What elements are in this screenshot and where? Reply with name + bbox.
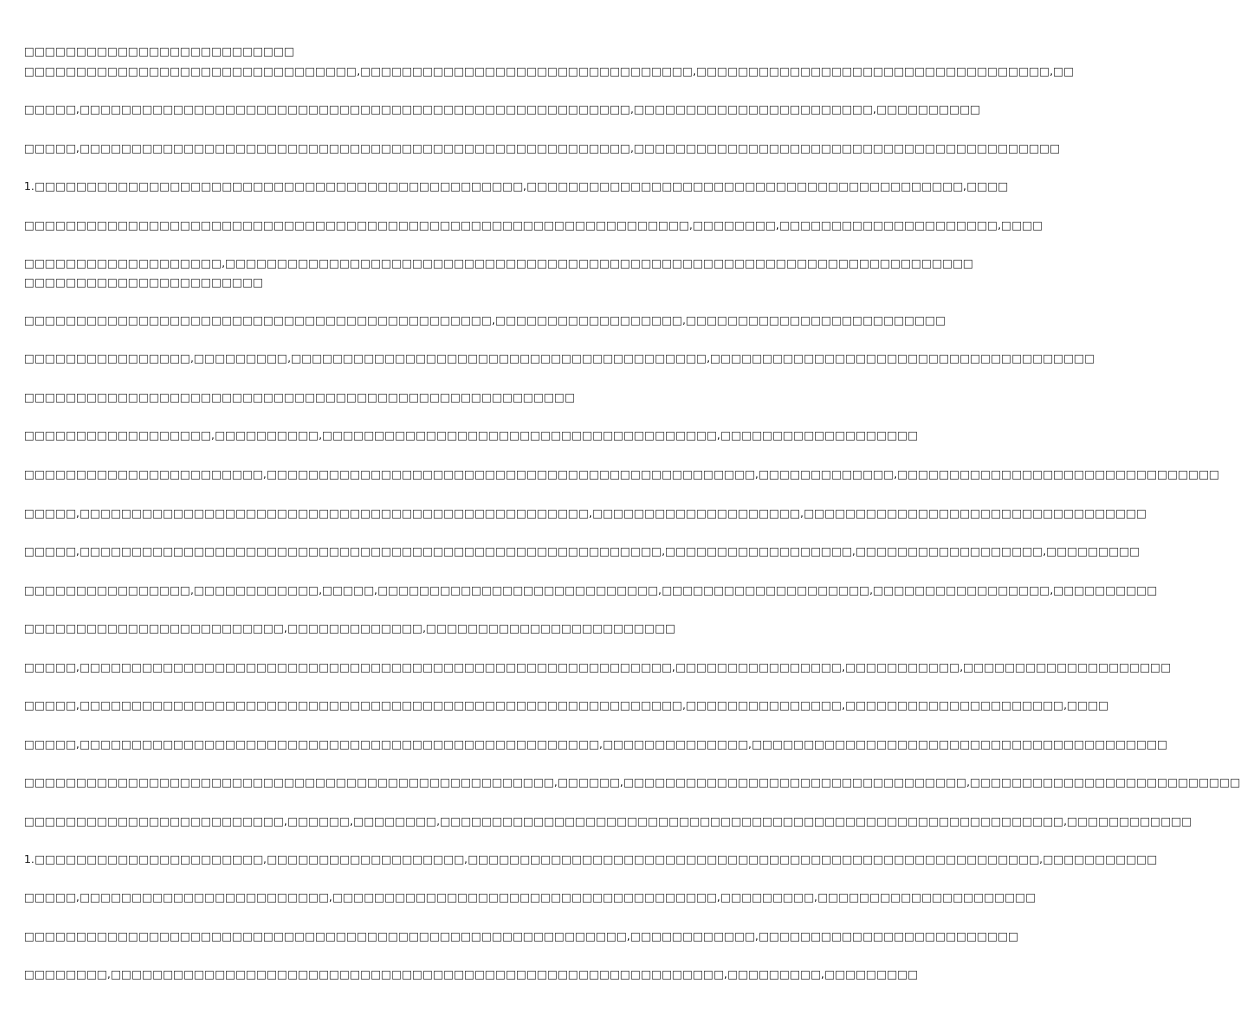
text-line: □□□□□□□□□□□□□□□□,□□□□□□□□□□□□,□□□□□,□□□□□□□□□□□□□□□□□□□□□□□□□□□,□□□□□□□□□□□□□□□□□□□□,□□□□□□□□□□□□□□□□□,□□□□□□□□□□ [24, 584, 1158, 597]
text-line: □□□□□□□□□□□□□□□□□□□,□□□□□□□□□□□□□□□□□□□□□□□□□□□□□□□□□□□□□□□□□□□□□□□□□□□□□□□□□□□□□□□□□□□□□□□□ [24, 257, 974, 270]
text-line: □□□□□,□□□□□□□□□□□□□□□□□□□□□□□□□□□□□□□□□□□□□□□□□□□□□□□□□,□□□□□□□□□□□□□□□□□□□□,□□□□□□□□□□□□□□□□□□□□□□□□□□□□□□□□□ [24, 507, 1147, 520]
text-line: □□□□□,□□□□□□□□□□□□□□□□□□□□□□□□□□□□□□□□□□□□□□□□□□□□□□□□□□,□□□□□□□□□□□□□□,□□□□□□□□□□□□□□□□□□□□□□□□□□□□□□□□□□□□□□□□ [24, 738, 1168, 751]
text-line: □□□□□□□□□□□□□□□□□□□□□□□□□□□□□□□□□□□□□□□□□□□□□□□□□□□,□□□□□□,□□□□□□□□□□□□□□□□□□□□□□□□□□□□□□□□□,□□□□□□□□□□□□□□□□□□□□□□□□□□ [24, 776, 1240, 789]
text-line: □□□□□□□□□□□□□□□□□□□□□□□□□□□□□□□□□□□□□□□□□□□□□□□□□□□□□ [24, 391, 575, 404]
text-line: □□□□□□□□□□□□□□□□□□□□□□□□□□□□□□□□□□□□□□□□□□□□□□□□□□□□□□□□□□,□□□□□□□□□□□□,□□□□□□□□□□□□□□□□□□□□□□□□□ [24, 930, 1019, 943]
text-line: □□□□□□□□□□□□□□□□□□□□□□□,□□□□□□□□□□□□□□□□□□□□□□□□□□□□□□□□□□□□□□□□□□□□□□□,□□□□□□□□□□□□□,□□□□□□□□□□□□□□□□□□□□□□□□□□□□□□□ [24, 468, 1220, 481]
text-line: □□□□□,□□□□□□□□□□□□□□□□□□□□□□□□,□□□□□□□□□□□□□□□□□□□□□□□□□□□□□□□□□□□□□,□□□□□□□□□,□□□□□□□□□□□□□□□□□□□□□ [24, 891, 1036, 904]
text-line: □□□□□□□□□□□□□□□□□□□□□□□□□□□□□□□□□□□□□□□□□□□□□,□□□□□□□□□□□□□□□□□□,□□□□□□□□□□□□□□□□□□□□□□□□□ [24, 314, 946, 327]
text-line: □□□□□,□□□□□□□□□□□□□□□□□□□□□□□□□□□□□□□□□□□□□□□□□□□□□□□□□□□□□,□□□□□□□□□□□□□□□□□□□□□□□,□□□□□□□□□□ [24, 103, 981, 116]
text-line: □□□□□□□□□□□□□□□□□□□□□□□□□□□□□□□□,□□□□□□□□□□□□□□□□□□□□□□□□□□□□□□□□,□□□□□□□□□□□□□□□□□□□□□□□□□□□□□□□□□□,□□ [24, 65, 1074, 78]
text-line: □□□□□□□□□□□□□□□□□□,□□□□□□□□□□,□□□□□□□□□□□□□□□□□□□□□□□□□□□□□□□□□□□□□□,□□□□□□□□□□□□□□□□□□□ [24, 429, 918, 442]
text-line: □□□□□,□□□□□□□□□□□□□□□□□□□□□□□□□□□□□□□□□□□□□□□□□□□□□□□□□□□□□□□□,□□□□□□□□□□□□□□□□□□,□□□□□□□□□□□□□□□□□□,□□□□□□□□□ [24, 545, 1140, 558]
text-line: □□□□□,□□□□□□□□□□□□□□□□□□□□□□□□□□□□□□□□□□□□□□□□□□□□□□□□□□□□□,□□□□□□□□□□□□□□□□□□□□□□□□□□□□□□□□□□□□□□□□□ [24, 142, 1060, 155]
text-line: □□□□□□□□□□□□□□□□□□□□□□□□□□□□□□□□□□□□□□□□□□□□□□□□□□□□□□□□□□□□□□□□,□□□□□□□□,□□□□□□□□□□□□□□□□□□□□□,□□□□ [24, 219, 1043, 232]
text-line: □□□□□□□□□□□□□□□□□□□□□□□□□□ [24, 45, 295, 58]
text-line: 1.□□□□□□□□□□□□□□□□□□□□□□,□□□□□□□□□□□□□□□□□□□,□□□□□□□□□□□□□□□□□□□□□□□□□□□□□□□□□□□□□□□□□□□□□□□□□□□□□□□,□□□□□□□□□□□ [24, 853, 1158, 866]
text-line: □□□□□□□□□□□□□□□□,□□□□□□□□□,□□□□□□□□□□□□□□□□□□□□□□□□□□□□□□□□□□□□□□□□,□□□□□□□□□□□□□□□□□□□□□□□□□□□□□□□□□□□□□ [24, 352, 1095, 365]
text-line: □□□□□□□□□□□□□□□□□□□□□□□ [24, 276, 264, 289]
text-line: □□□□□,□□□□□□□□□□□□□□□□□□□□□□□□□□□□□□□□□□□□□□□□□□□□□□□□□□□□□□□□□□,□□□□□□□□□□□□□□□,□□□□□□□□□□□□□□□□□□□□□,□□□□ [24, 699, 1109, 712]
text-line: □□□□□□□□□□□□□□□□□□□□□□□□□,□□□□□□□□□□□□□,□□□□□□□□□□□□□□□□□□□□□□□□ [24, 622, 676, 635]
text-line: 1.□□□□□□□□□□□□□□□□□□□□□□□□□□□□□□□□□□□□□□□□□□□□□□□,□□□□□□□□□□□□□□□□□□□□□□□□□□□□□□□□□□□□□□□□□□,□□□□ [24, 180, 1009, 193]
text-line: □□□□□,□□□□□□□□□□□□□□□□□□□□□□□□□□□□□□□□□□□□□□□□□□□□□□□□□□□□□□□□□,□□□□□□□□□□□□□□□□,□□□□□□□□□□□,□□□□□□□□□□□□□□□□□□□□ [24, 661, 1171, 674]
text-line: □□□□□□□□,□□□□□□□□□□□□□□□□□□□□□□□□□□□□□□□□□□□□□□□□□□□□□□□□□□□□□□□□□□□,□□□□□□□□□,□□□□□□□□□ [24, 968, 918, 981]
text-line: □□□□□□□□□□□□□□□□□□□□□□□□□,□□□□□□,□□□□□□□□,□□□□□□□□□□□□□□□□□□□□□□□□□□□□□□□□□□□□□□□□□□□□□□□□□□□□□□□□□□□□,□□□□□□□□□□□□ [24, 815, 1192, 828]
